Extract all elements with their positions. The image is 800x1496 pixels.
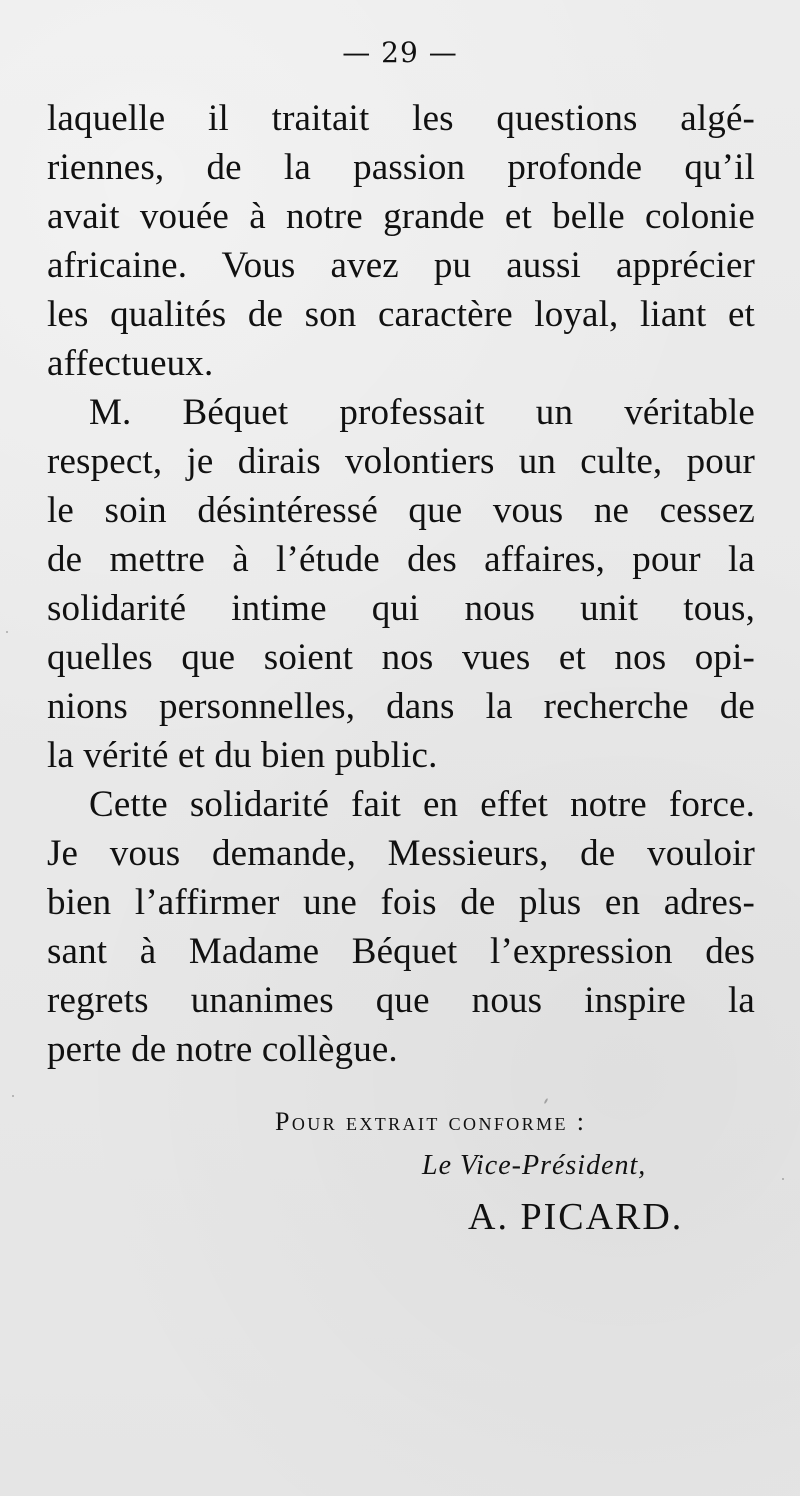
body-line: Je vous demande, Messieurs, de vouloir bbox=[47, 833, 755, 874]
body-line: africaine. Vous avez pu aussi apprécier bbox=[47, 245, 755, 286]
paper-speck bbox=[610, 164, 612, 166]
body-line: le soin désintéressé que vous ne cessez bbox=[47, 490, 755, 531]
body-line: riennes, de la passion profonde qu’il bbox=[47, 147, 755, 188]
paper-speck bbox=[12, 1095, 14, 1097]
paper-speck bbox=[782, 1178, 784, 1180]
body-text bbox=[47, 94, 755, 1074]
paper-speck bbox=[6, 631, 8, 633]
body-line: quelles que soient nos vues et nos opi- bbox=[47, 637, 755, 678]
body-line: bien l’affirmer une fois de plus en adres- bbox=[47, 882, 755, 923]
body-line: nions personnelles, dans la recherche de bbox=[47, 686, 755, 727]
body-line: laquelle il traitait les questions algé- bbox=[47, 98, 755, 139]
body-line: de mettre à l’étude des affaires, pour la bbox=[47, 539, 755, 580]
extract-note: Pour extrait conforme : bbox=[275, 1107, 587, 1136]
ink-mark bbox=[544, 1098, 549, 1104]
signatory-title: Le Vice-Président, bbox=[422, 1150, 647, 1181]
body-line: Cette solidarité fait en effet notre force. bbox=[89, 784, 755, 825]
body-line: la vérité et du bien public. bbox=[47, 735, 438, 776]
body-line: M. Béquet professait un véritable bbox=[89, 392, 755, 433]
body-line: respect, je dirais volontiers un culte, pour bbox=[47, 441, 755, 482]
signatory-name: A. PICARD. bbox=[468, 1196, 684, 1238]
body-line: sant à Madame Béquet l’expression des bbox=[47, 931, 755, 972]
body-line: affectueux. bbox=[47, 343, 214, 384]
body-line: les qualités de son caractère loyal, liant et bbox=[47, 294, 755, 335]
body-line: avait vouée à notre grande et belle colonie bbox=[47, 196, 755, 237]
body-line: solidarité intime qui nous unit tous, bbox=[47, 588, 755, 629]
page-number: — 29 — bbox=[342, 36, 458, 69]
body-line: perte de notre collègue. bbox=[47, 1029, 398, 1070]
body-line: regrets unanimes que nous inspire la bbox=[47, 980, 755, 1021]
